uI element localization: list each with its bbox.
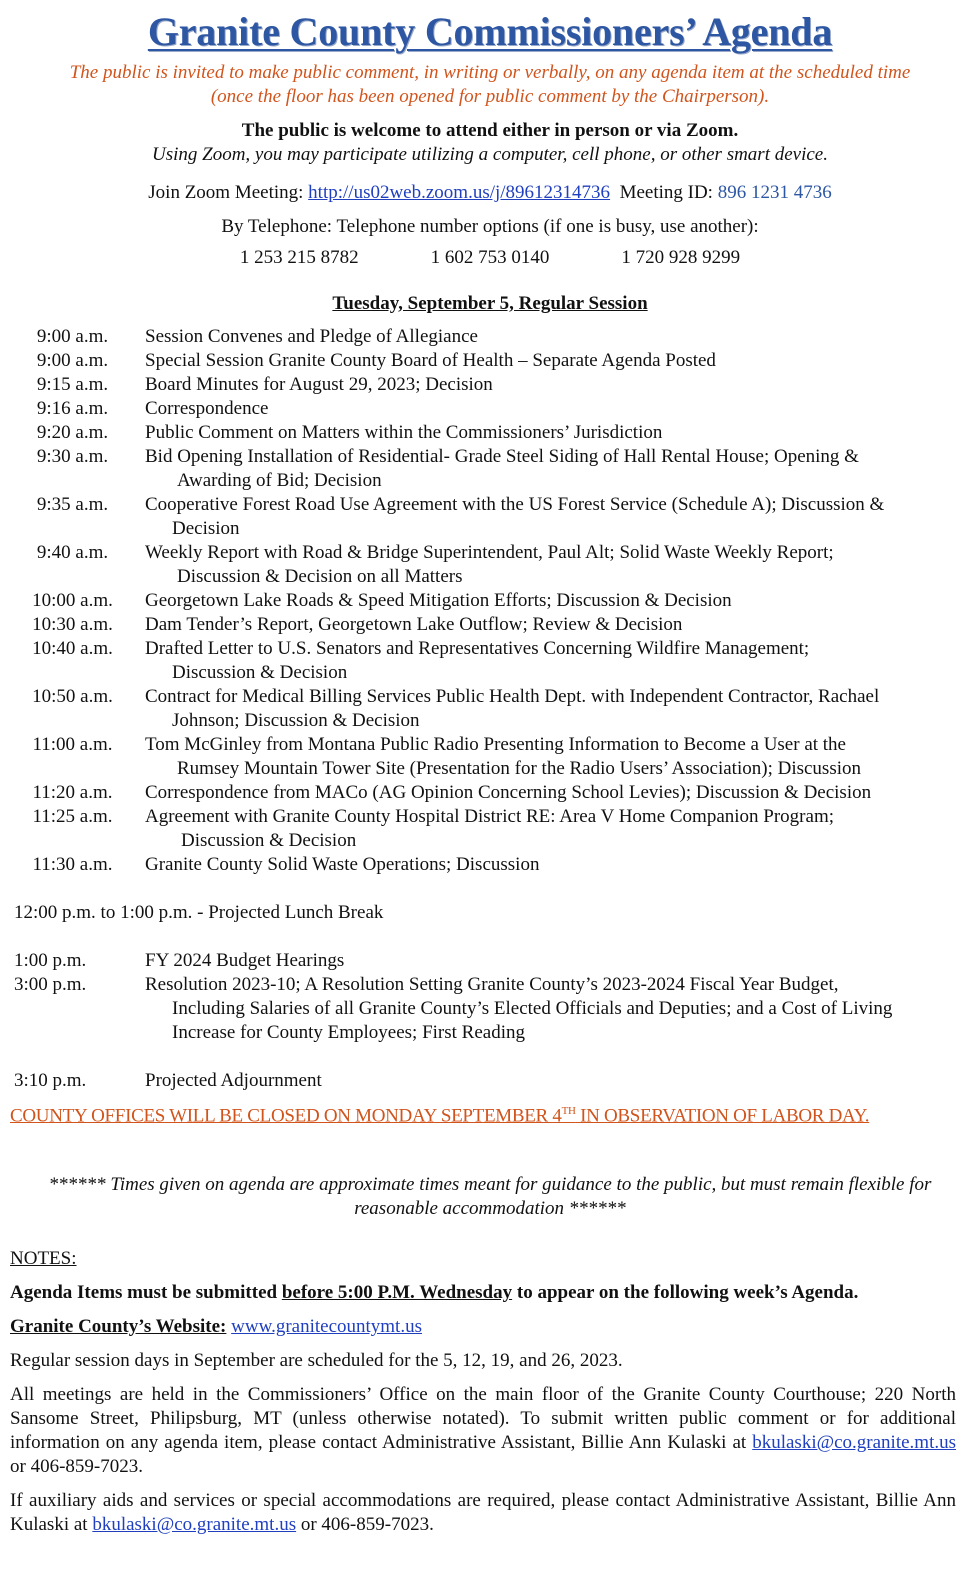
agenda-row	[0, 349, 980, 373]
zoom-join-label: Join Zoom Meeting:	[148, 182, 304, 203]
agenda-row	[0, 685, 980, 733]
agenda-time: 11:25 a.m.	[32, 806, 113, 827]
welcome-text: The public is welcome to attend either in person or via Zoom.	[241, 120, 739, 141]
email-link[interactable]: bkulaski@co.granite.mt.us	[752, 1432, 956, 1454]
agenda-item-line: Weekly Report with Road & Bridge Superintendent, Paul Alt; Solid Waste Weekly Report;	[145, 542, 834, 563]
agenda-time: 9:16 a.m.	[36, 398, 109, 419]
agenda-item-continuation: Discussion & Decision	[181, 830, 357, 851]
deadline-text: to appear on the following week’s Agenda.	[512, 1282, 859, 1304]
agenda-item: Correspondence	[145, 398, 269, 419]
agenda-time: 3:10 p.m.	[14, 1070, 87, 1091]
agenda-row	[0, 781, 980, 805]
agenda-time: 9:15 a.m.	[36, 374, 109, 395]
agenda-item: Georgetown Lake Roads & Speed Mitigation Efforts; Discussion & Decision	[145, 590, 732, 611]
agenda-item: Granite County Solid Waste Operations; Discussion	[145, 854, 540, 875]
agenda-time: 11:20 a.m.	[32, 782, 113, 803]
agenda-row	[0, 637, 980, 685]
deadline-time: before 5:00 P.M. Wednesday	[281, 1282, 513, 1304]
agenda-time: 9:40 a.m.	[36, 542, 109, 563]
agenda-row	[0, 325, 980, 349]
public-comment-intro	[0, 61, 980, 109]
meeting-id-value: 896 1231 4736	[717, 182, 832, 203]
agenda-time: 10:40 a.m.	[32, 638, 113, 659]
notes-colon: :	[71, 1248, 77, 1270]
phone-text: or 406-859-7023.	[10, 1456, 143, 1478]
agenda-item-line: Contract for Medical Billing Services Public Health Dept. with Independent Contractor, Rachael	[145, 686, 880, 707]
agenda-item-continuation: Discussion & Decision on all Matters	[177, 566, 463, 587]
closure-text: IN OBSERVATION OF LABOR DAY.	[575, 1105, 870, 1127]
agenda-row	[0, 445, 980, 493]
agenda-row	[0, 613, 980, 637]
session-days: Regular session days in September are scheduled for the 5, 12, 19, and 26, 2023.	[10, 1350, 623, 1372]
agenda-item: Correspondence from MACo (AG Opinion Concerning School Levies); Discussion & Decision	[145, 782, 872, 803]
agenda-row	[0, 397, 980, 421]
phone-number: 1 720 928 9299	[621, 247, 741, 268]
agenda-item: Public Comment on Matters within the Commissioners’ Jurisdiction	[145, 422, 663, 443]
agenda-row	[0, 589, 980, 613]
agenda-time: 10:50 a.m.	[32, 686, 113, 707]
agenda-row	[0, 1069, 980, 1093]
agenda-row	[0, 541, 980, 589]
agenda-item	[145, 445, 980, 493]
meetings-info	[10, 1383, 956, 1479]
agenda-time: 3:00 p.m.	[14, 974, 87, 995]
agenda-item	[145, 541, 980, 589]
closure-text: COUNTY OFFICES WILL BE CLOSED ON MONDAY SEPTEMBER 4	[10, 1105, 562, 1127]
notes-section	[0, 1247, 980, 1537]
phone-number: 1 602 753 0140	[430, 247, 550, 268]
agenda-item-line: Bid Opening Installation of Residential- Grade Steel Siding of Hall Rental House; Opening &	[145, 446, 859, 467]
notes-title: NOTES	[10, 1248, 72, 1270]
agenda-item-line: Tom McGinley from Montana Public Radio Presenting Information to Become a User at the	[145, 734, 846, 755]
agenda-item-line: Cooperative Forest Road Use Agreement with the US Forest Service (Schedule A); Discussion &	[145, 494, 885, 515]
agenda-row	[0, 373, 980, 397]
agenda-item-continuation: Rumsey Mountain Tower Site (Presentation for the Radio Users’ Association); Discussion	[177, 758, 861, 779]
deadline-text: Agenda Items must be submitted	[10, 1282, 282, 1304]
zoom-meeting-link[interactable]: http://us02web.zoom.us/j/89612314736	[308, 182, 611, 203]
meetings-text: All meetings are held in the Commissioners’ Office on the main floor of the Granite County Courthouse; 220 North Sansome Street, Philipsburg, MT (unless otherwise notated). To submit written public comment or for additional information on any agenda item, please contact Administrative Assistant, Billie Ann Kulaski at	[10, 1384, 956, 1454]
agenda-row	[0, 949, 980, 973]
agenda-item	[145, 973, 980, 1045]
agenda-item: Projected Adjournment	[145, 1070, 322, 1091]
zoom-join-line	[0, 181, 980, 205]
agenda-time: 10:30 a.m.	[32, 614, 113, 635]
agenda-row	[0, 973, 980, 1045]
agenda-time: 9:00 a.m.	[36, 350, 109, 371]
agenda-item	[145, 637, 980, 685]
office-closure-notice	[0, 1105, 980, 1127]
notes-heading	[10, 1247, 956, 1271]
agenda-item-line: Resolution 2023-10; A Resolution Setting Granite County’s 2023-2024 Fiscal Year Budget,	[145, 974, 839, 995]
website-label: Granite County’s Website:	[10, 1316, 227, 1338]
closure-superscript: TH	[561, 1105, 576, 1117]
agenda-item: Board Minutes for August 29, 2023; Decision	[145, 374, 493, 395]
meeting-id-label: Meeting ID:	[619, 182, 713, 203]
agenda-item: FY 2024 Budget Hearings	[145, 950, 345, 971]
submission-deadline	[10, 1281, 956, 1305]
phone-number: 1 253 215 8782	[239, 247, 359, 268]
phone-text: or 406-859-7023.	[296, 1514, 434, 1536]
website-link[interactable]: www.granitecountymt.us	[231, 1316, 422, 1338]
phone-numbers	[0, 247, 980, 269]
accommodations-info	[10, 1489, 956, 1537]
agenda-item-continuation: Johnson; Discussion & Decision	[172, 710, 420, 731]
agenda-item	[145, 493, 980, 541]
agenda-row	[0, 733, 980, 781]
agenda-item-continuation: Increase for County Employees; First Reading	[172, 1022, 526, 1043]
agenda-list	[0, 325, 980, 1093]
agenda-item-continuation: Decision	[172, 518, 240, 539]
telephone-line: By Telephone: Telephone number options (if one is busy, use another):	[221, 216, 759, 237]
agenda-row	[0, 805, 980, 853]
agenda-item-continuation: Discussion & Decision	[172, 662, 348, 683]
intro-line-1: The public is invited to make public comment, in writing or verbally, on any agenda item at the scheduled time	[69, 62, 911, 83]
agenda-time: 10:00 a.m.	[32, 590, 113, 611]
website-line	[10, 1315, 956, 1339]
zoom-info-text: Using Zoom, you may participate utilizing a computer, cell phone, or other smart device.	[152, 144, 828, 165]
agenda-time: 1:00 p.m.	[14, 950, 87, 971]
agenda-time: 11:30 a.m.	[32, 854, 113, 875]
page-title: Granite County Commissioners’ Agenda	[147, 9, 833, 54]
agenda-item-line: Drafted Letter to U.S. Senators and Representatives Concerning Wildfire Management;	[145, 638, 810, 659]
agenda-time: 9:30 a.m.	[36, 446, 109, 467]
agenda-time: 9:00 a.m.	[36, 326, 109, 347]
agenda-item	[145, 805, 980, 853]
agenda-item: Session Convenes and Pledge of Allegiance	[145, 326, 478, 347]
email-link[interactable]: bkulaski@co.granite.mt.us	[92, 1514, 297, 1536]
agenda-item-line: Agreement with Granite County Hospital District RE: Area V Home Companion Program;	[145, 806, 835, 827]
lunch-break: 12:00 p.m. to 1:00 p.m. - Projected Lunch Break	[14, 902, 384, 923]
time-disclaimer: ****** Times given on agenda are approximate times meant for guidance to the public, but must remain flexible for reasonable accommodation ******	[48, 1174, 932, 1220]
agenda-item: Dam Tender’s Report, Georgetown Lake Outflow; Review & Decision	[145, 614, 683, 635]
agenda-item-continuation: Awarding of Bid; Decision	[177, 470, 382, 491]
agenda-item: Special Session Granite County Board of Health – Separate Agenda Posted	[145, 350, 716, 371]
agenda-item	[145, 685, 980, 733]
agenda-row	[0, 421, 980, 445]
agenda-time: 9:35 a.m.	[36, 494, 109, 515]
agenda-item	[145, 733, 980, 781]
agenda-time: 9:20 a.m.	[36, 422, 109, 443]
intro-line-2: (once the floor has been opened for public comment by the Chairperson).	[210, 86, 770, 107]
agenda-item-continuation: Including Salaries of all Granite County’s Elected Officials and Deputies; and a Cost of Living	[172, 998, 893, 1019]
agenda-row	[0, 493, 980, 541]
agenda-time: 11:00 a.m.	[32, 734, 113, 755]
agenda-row	[0, 853, 980, 877]
session-title: Tuesday, September 5, Regular Session	[332, 293, 648, 314]
accommodations-text: If auxiliary aids and services or special accommodations are required, please contact Administrative Assistant, Billie Ann Kulaski at	[10, 1490, 956, 1536]
